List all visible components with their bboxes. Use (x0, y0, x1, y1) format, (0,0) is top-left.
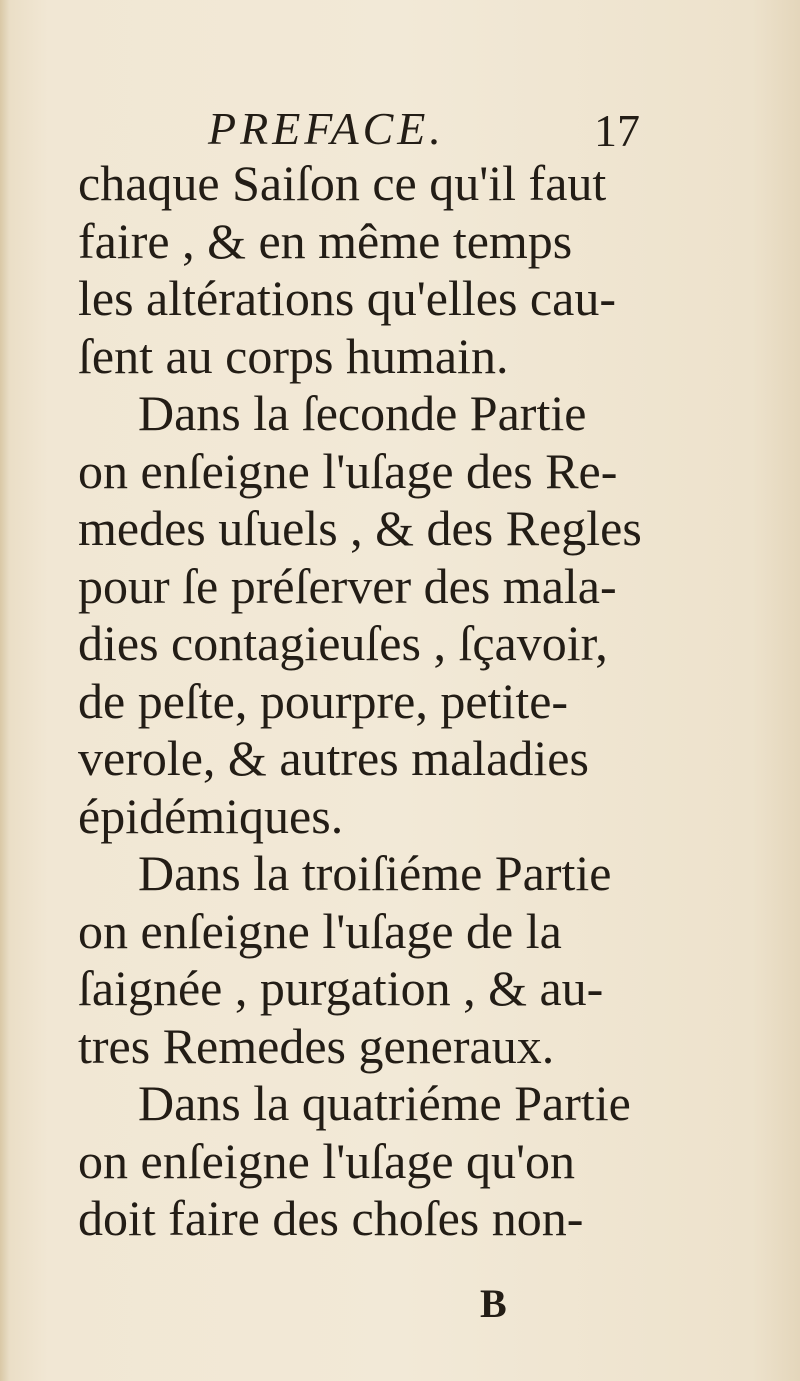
text-line: faire , & en même temps (78, 212, 573, 269)
signature-mark: B (480, 1281, 507, 1326)
text-line: épidémiques. (78, 787, 344, 844)
text-line: de peſte, pourpre, petite- (78, 672, 569, 729)
running-title: PREFACE. (208, 103, 445, 154)
paragraph-start-line: Dans la quatriéme Partie (138, 1075, 631, 1131)
text-line: dies contagieuſes , ſçavoir, (78, 615, 608, 671)
text-line: medes uſuels , & des Regles (78, 500, 642, 556)
text-line: verole, & autres maladies (78, 730, 589, 786)
text-line: doit faire des choſes non- (78, 1190, 584, 1246)
text-line: ſaignée , purgation , & au- (78, 960, 604, 1016)
page-number: 17 (594, 105, 640, 156)
text-line: ſent au corps humain. (78, 327, 509, 384)
text-line: pour ſe préſerver des mala- (78, 557, 617, 614)
text-line: on enſeigne l'uſage qu'on (78, 1132, 576, 1189)
text-line: chaque Saiſon ce qu'il faut (78, 155, 607, 211)
text-line: les altérations qu'elles cau- (78, 270, 616, 326)
page-edge (0, 0, 10, 1381)
text-line: tres Remedes generaux. (78, 1017, 555, 1074)
text-line: on enſeigne l'uſage de la (78, 902, 562, 959)
paragraph-start-line: Dans la ſeconde Partie (138, 385, 587, 441)
text-line: on enſeigne l'uſage des Re- (78, 442, 618, 499)
paragraph-start-line: Dans la troiſiéme Partie (138, 845, 612, 901)
body-text (78, 155, 642, 1248)
